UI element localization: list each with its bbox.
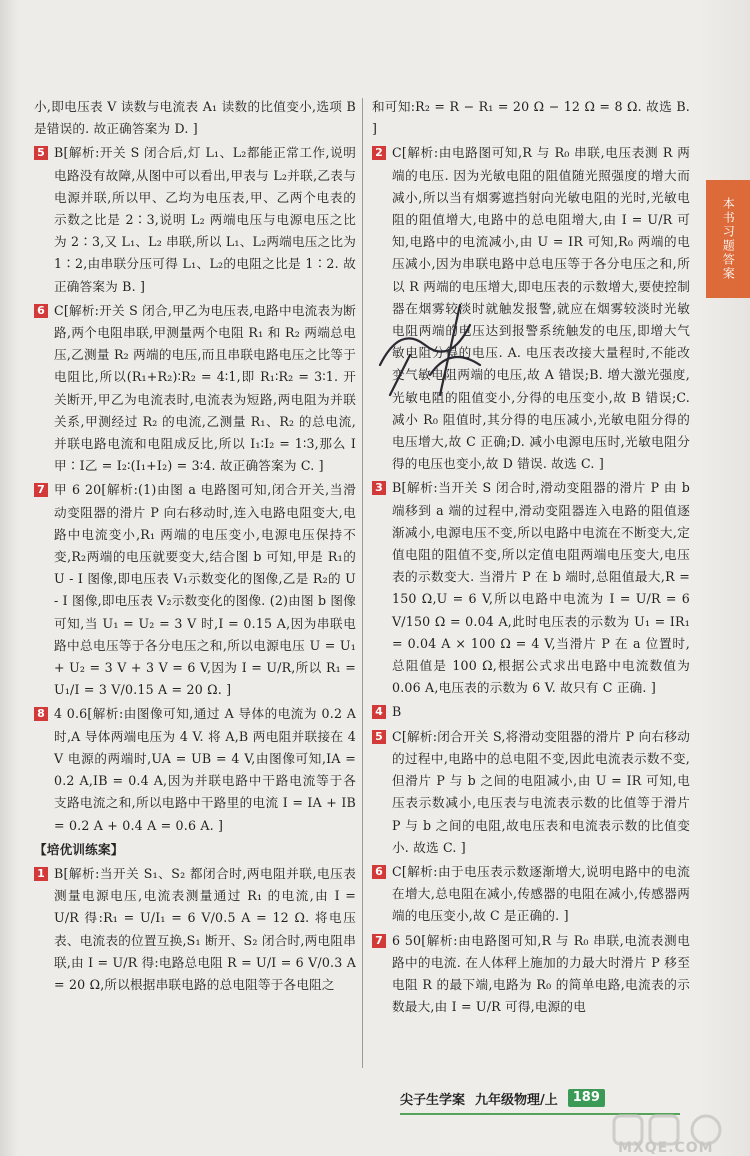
question-number-badge: 3: [372, 481, 386, 495]
answer-item: [372, 726, 690, 859]
answer-text: B[解析:开关 S 闭合后,灯 L₁、L₂都能正常工作,说明电路没有故障,从图中可以看出,甲表与 L₂并联,乙表与电源并联,所以甲、乙均为电压表,甲、乙两个电表的示数之比是 2∶3,说明 L₂ 两端电压与电源电压之比为 2∶3,又 L₁、L₂ 串联,所以 L₁、L₂两端电压之比为 1∶2,由串联分压可得 L₁、L₂的电阻之比是 1∶2. 故正确答案为 B. ]: [54, 145, 356, 294]
question-number-badge: 7: [372, 934, 386, 948]
answer-item: [34, 479, 356, 701]
answer-text: 4 0.6[解析:由图像可知,通过 A 导体的电流为 0.2 A 时,A 导体两端电压为 4 V. 将 A,B 两电阻并联接在 4 V 电源的两端时,UA = UB = 4 V,由图像可知,IA = 0.2 A,IB = 0.4 A,因为并联电路中干路电流等于各支路电流之和,所以电路中干路里的电流 I = IA + IB = 0.2 A + 0.4 A = 0.6 A. ]: [54, 706, 356, 833]
answer-item: [34, 142, 356, 297]
answer-item: [372, 477, 690, 699]
answer-text: C[解析:闭合开关 S,将滑动变阻器的滑片 P 向右移动的过程中,电路中的总电阻不变,因此电流表示数不变,但滑片 P 与 b 之间的电阻减小,由 U = IR 可知,电压表示数减小,电压表与电流表示数的比值等于滑片 P 与 b 之间的电阻,故电压表和电流表示数的比值变小. 故选 C. ]: [392, 728, 690, 855]
answer-item: [372, 96, 690, 140]
answer-item: [34, 300, 356, 478]
answer-text: 和可知:R₂ = R − R₁ = 20 Ω − 12 Ω = 8 Ω. 故选 B. ]: [372, 99, 690, 137]
answer-text: B: [392, 704, 402, 720]
answer-item: [34, 703, 356, 836]
question-number-badge: 6: [34, 304, 48, 318]
footer-subject: 九年级物理/上: [475, 1092, 558, 1108]
question-number-badge: 2: [372, 146, 386, 160]
question-number-badge: 6: [372, 865, 386, 879]
question-number-badge: 5: [34, 146, 48, 160]
answer-text: C[解析:由于电压表示数逐渐增大,说明电路中的电流在增大,总电阻在减小,传感器的电阻在减小,传感器两端的电压变小,故 C 是正确的. ]: [392, 863, 690, 924]
question-number-badge: 8: [34, 707, 48, 721]
column-divider: [362, 98, 363, 1068]
question-number-badge: 7: [34, 483, 48, 497]
section-title: 【培优训练案】: [34, 841, 124, 857]
answer-text: C[解析:由电路图可知,R 与 R₀ 串联,电压表测 R 两端的电压. 因为光敏电阻的阻值随光照强度的增大而减小,所以当有烟雾遮挡射向光敏电阻的光时,光敏电阻的阻值增大,电路中的总电阻增大,由 I = U/R 可知,电路中的电流减小,由 U = IR 可知,R₀ 两端的电压减小,因为串联电路中总电压等于各分电压之和,所以 R 两端的电压增大,即电压表的示数增大,要使控制器在烟雾较淡时就触发报警,就应在烟雾较淡时光敏电阻两端的电压达到报警系统触发的电压,即增大气敏电阻分得的电压. A. 电压表改接大量程时,不能改变气敏电阻两端的电压,故 A 错误;B. 增大激光强度,光敏电阻的阻值变小,分得的电压变小,故 B 错误;C. 减小 R₀ 阻值时,其分得的电压减小,光敏电阻分得的电压增大,故 C 正确;D. 减小电源电压时,光敏电阻分得的电压也变小,故 D 错误. 故选 C. ]: [392, 145, 690, 472]
answer-item: [34, 863, 356, 996]
answer-text: 6 50[解析:由电路图可知,R 与 R₀ 串联,电流表测电路中的电流. 在人体秤上施加的力最大时滑片 P 移至电阻 R 的最下端,电路为 R₀ 的简单电路,电流表的示数最大,由 I = U/R 可得,电源的电: [392, 932, 690, 1015]
watermark-url: MXQE.COM: [618, 1140, 714, 1156]
answer-text: B[解析:当开关 S₁、S₂ 都闭合时,两电阻并联,电压表测量电源电压,电流表测量通过 R₁ 的电流,由 I = U/R 得:R₁ = U/I₁ = 6 V/0.5 A = 12 Ω. 将电压表、电流表的位置互换,S₁ 断开、S₂ 闭合时,两电阻串联,由 I = U/R 得:电路总电阻 R = U/I = 6 V/0.3 A = 20 Ω,所以根据串联电路的总电阻等于各电阻之: [54, 865, 356, 992]
answer-text: 小,即电压表 V 读数与电流表 A₁ 读数的比值变小,选项 B 是错误的. 故正确答案为 D. ]: [34, 99, 356, 137]
side-tab-label: 本书习题答案: [721, 197, 736, 281]
answer-item: [372, 861, 690, 928]
footer-brand: 尖子生学案: [400, 1092, 466, 1108]
question-number-badge: 1: [34, 867, 48, 881]
answer-item: [372, 930, 690, 1019]
answer-text: B[解析:当开关 S 闭合时,滑动变阻器的滑片 P 由 b 端移到 a 端的过程中,滑动变阻器连入电路的阻值逐渐减小,电源电压不变,所以电路中电流在不断变大,定值电阻的阻值不变,所以定值电阻两端电压变大,电压表的示数变大. 当滑片 P 在 b 端时,总阻值最大,R = 150 Ω,U = 6 V,所以电路中电流为 I = U/R = 6 V/150 Ω = 0.04 A,此时电压表的示数为 U₁ = IR₁ = 0.04 A × 100 Ω = 4 V,当滑片 P 在 a 位置时,总阻值是 100 Ω,根据公式求出电路中电流数值为 0.06 A,电压表的示数为 6 V. 故只有 C 正确. ]: [392, 480, 690, 696]
answer-item: [372, 701, 690, 723]
right-column: [372, 96, 690, 1020]
answer-text: C[解析:开关 S 闭合,甲乙为电压表,电路中电流表为断路,两个电阻串联,甲测量两个电阻 R₁ 和 R₂ 两端总电压,乙测量 R₂ 两端的电压,而且串联电路电压之比等于电阻比,所以(R₁+R₂)∶R₂ = 4∶1,即 R₁∶R₂ = 3∶1. 开关断开,甲乙为电流表时,电流表为短路,两电阻为并联关系,甲测经过 R₂ 的电流,乙测量 R₁、R₂ 的总电流,并联电路电流和电阻成反比,所以 I₁∶I₂ = 1∶3,那么 I甲∶I乙 = I₂∶(I₁+I₂) = 3∶4. 故正确答案为 C. ]: [54, 302, 356, 474]
question-number-badge: 5: [372, 730, 386, 744]
answer-item: [372, 142, 690, 475]
page-number: 189: [568, 1089, 605, 1107]
side-tab: [706, 180, 750, 298]
left-column: [34, 96, 356, 998]
answer-item: [34, 96, 356, 140]
answer-text: 甲 6 20[解析:(1)由图 a 电路图可知,闭合开关,当滑动变阻器的滑片 P 向右移动时,连入电路电阻变大,电路中电流变小,R₁ 两端的电压变小,电源电压保持不变,R₂两端的电压就要变大,结合图 b 可知,甲是 R₁的 U - I 图像,即电压表 V₁示数变化的图像,乙是 R₂的 U - I 图像,即电压表 V₂示数变化的图像. (2)由图 b 图像可知,当 U₁ = U₂ = 3 V 时,I = 0.15 A,因为串联电路中总电压等于各分电压之和,所以电源电压 U = U₁ + U₂ = 3 V + 3 V = 6 V,因为 I = U/R,所以 R₁ = U₁/I = 3 V/0.15 A = 20 Ω. ]: [54, 482, 356, 698]
question-number-badge: 4: [372, 705, 386, 719]
page-footer: [400, 1087, 720, 1109]
